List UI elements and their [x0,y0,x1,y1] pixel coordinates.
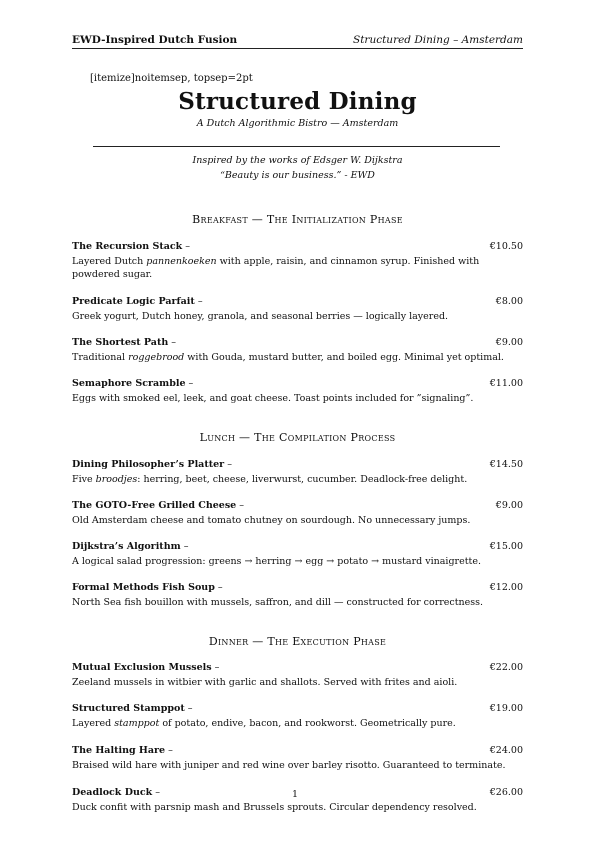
item-price: €9.00 [495,337,523,348]
menu-subtitle: A Dutch Algorithmic Bistro — Amsterdam [196,118,399,129]
item-description: A logical salad progression: greens → herring → egg → potato → mustard vinaigrette. [72,556,481,567]
menu-item: Dining Philosopher’s Platter – €14.50 Five broodjes: herring, beet, cheese, liverwurst, cucumber. Deadlock-free delight. [72,459,523,485]
item-description: Traditional roggebrood with Gouda, mustard butter, and boiled egg. Minimal yet optimal. [72,352,504,363]
item-description: Greek yogurt, Dutch honey, granola, and seasonal berries — logically layered. [72,311,449,322]
menu-item: Dijkstra’s Algorithm – €15.00 A logical salad progression: greens → herring → egg → potato → mustard vinaigrette. [72,541,523,567]
item-name: Structured Stamppot [72,703,185,714]
item-name: The GOTO-Free Grilled Cheese [72,500,237,511]
menu-item: Predicate Logic Parfait – €8.00 Greek yogurt, Dutch honey, granola, and seasonal berries — logically layered. [72,296,523,322]
menu-item: Formal Methods Fish Soup – €12.00 North Sea fish bouillon with mussels, saffron, and dill — constructed for correctness. [72,582,523,608]
item-description: Duck confit with parsnip mash and Brussels sprouts. Circular dependency resolved. [72,802,477,813]
section-heading-lunch: Lunch — The Compilation Process [199,431,396,444]
menu-title: Structured Dining [178,88,417,115]
item-description: North Sea fish bouillon with mussels, saffron, and dill — constructed for correctness. [72,597,484,608]
menu-item: Structured Stamppot – €19.00 Layered stamppot of potato, endive, bacon, and rookworst. Geometrically pure. [72,703,523,729]
page-number: 1 [292,789,299,800]
title-block [72,88,523,129]
header-right: Structured Dining – Amsterdam [353,34,523,46]
itemize-artifact-text: [itemize]noitemsep, topsep=2pt [90,73,253,84]
section-heading-breakfast: Breakfast — The Initialization Phase [192,213,403,226]
title-divider [93,146,500,147]
section-heading-dinner: Dinner — The Execution Phase [208,635,387,648]
item-price: €19.00 [489,703,523,714]
item-description: Zeeland mussels in witbier with garlic and shallots. Served with frites and aioli. [72,677,458,688]
header-left: EWD-Inspired Dutch Fusion [72,34,238,46]
item-description: Old Amsterdam cheese and tomato chutney on sourdough. No unnecessary jumps. [72,515,471,526]
item-price: €10.50 [489,241,523,252]
menu-item: The Shortest Path – €9.00 Traditional roggebrood with Gouda, mustard butter, and boiled egg. Minimal yet optimal. [72,337,523,363]
inspired-line: Inspired by the works of Edsger W. Dijkstra [192,155,403,166]
item-name: Dijkstra’s Algorithm [72,541,181,552]
item-name: The Halting Hare [72,745,166,756]
menu-item: The GOTO-Free Grilled Cheese – €9.00 Old Amsterdam cheese and tomato chutney on sourdough. No unnecessary jumps. [72,500,523,526]
item-name: The Shortest Path [72,337,169,348]
item-description: Layered Dutch pannenkoeken with apple, raisin, and cinnamon syrup. Finished with powdered sugar. [72,256,480,280]
item-price: €24.00 [489,745,523,756]
item-description: Layered stamppot of potato, endive, bacon, and rookworst. Geometrically pure. [72,718,456,729]
item-price: €12.00 [489,582,523,593]
item-name: Deadlock Duck [72,787,153,798]
item-name: Dining Philosopher’s Platter [72,459,225,470]
item-price: €15.00 [489,541,523,552]
item-price: €26.00 [489,787,523,798]
item-name: Predicate Logic Parfait [72,296,195,307]
quote-line: “Beauty is our business.” - EWD [220,170,375,181]
item-price: €11.00 [489,378,523,389]
item-name: Mutual Exclusion Mussels [72,662,212,673]
menu-item: Semaphore Scramble – €11.00 Eggs with smoked eel, leek, and goat cheese. Toast points included for ”signaling”. [72,378,523,404]
item-description: Five broodjes: herring, beet, cheese, liverwurst, cucumber. Deadlock-free delight. [72,474,468,485]
item-description: Braised wild hare with juniper and red wine over barley risotto. Guaranteed to terminate. [72,760,506,771]
item-description: Eggs with smoked eel, leek, and goat cheese. Toast points included for ”signaling”. [72,393,474,404]
menu-item: Mutual Exclusion Mussels – €22.00 Zeeland mussels in witbier with garlic and shallots. Served with frites and aioli. [72,662,523,688]
item-name: Semaphore Scramble [72,378,186,389]
item-price: €9.00 [495,500,523,511]
item-price: €14.50 [489,459,523,470]
item-price: €22.00 [489,662,523,673]
running-header [72,34,523,49]
item-name: Formal Methods Fish Soup [72,582,215,593]
item-price: €8.00 [495,296,523,307]
inspiration-block [72,153,523,183]
menu-item: Deadlock Duck – €26.00 Duck confit with parsnip mash and Brussels sprouts. Circular dependency resolved. [72,787,523,813]
menu-item: The Recursion Stack – €10.50 Layered Dutch pannenkoeken with apple, raisin, and cinnamon syrup. Finished with powdered sugar. [72,241,523,280]
menu-item: The Halting Hare – €24.00 Braised wild hare with juniper and red wine over barley risotto. Guaranteed to terminate. [72,745,523,771]
item-name: The Recursion Stack [72,241,183,252]
